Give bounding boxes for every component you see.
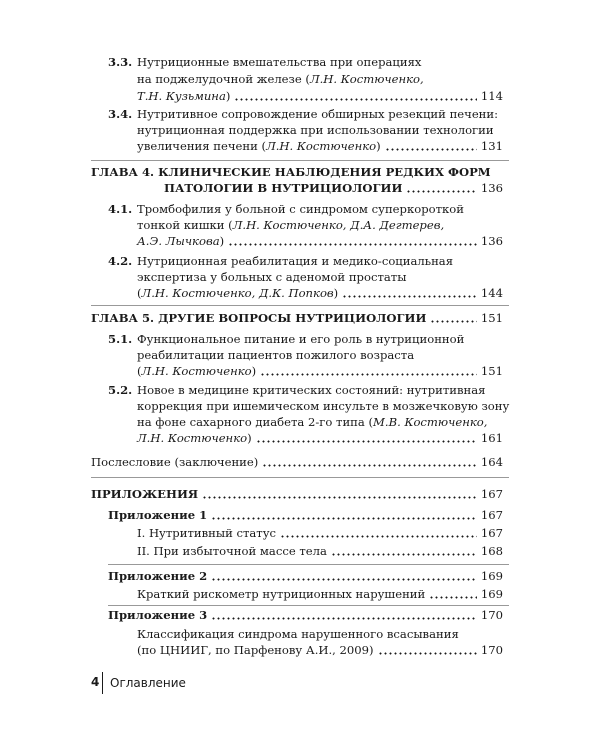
page-number: 164 (480, 455, 503, 469)
entry-title-line: Нутритивное сопровождение обширных резекций печени: (137, 107, 499, 121)
dot-leader (378, 652, 477, 655)
entry-title-line: нутриционная поддержка при использовании технологии (137, 123, 494, 137)
page-number: 169 (480, 569, 503, 583)
toc-appendix-3[interactable]: Приложение 3 170 (108, 608, 503, 622)
entry-number: 4.2. (108, 254, 133, 268)
entry-title-line: Функциональное питание и его роль в нутриционной (137, 332, 465, 346)
page-number: 151 (480, 364, 503, 378)
toc-entry-5-1[interactable]: (Л.Н. Костюченко) 151 (137, 364, 503, 378)
footer-divider (102, 672, 103, 694)
entry-title-line: экспертиза у больных с аденомой простаты (137, 270, 407, 284)
entry-title-line: Новое в медицине критических состояний: нутритивная (137, 383, 486, 397)
entry-number: 3.3. (108, 55, 133, 69)
toc-chapter-5[interactable]: ГЛАВА 5. ДРУГИЕ ВОПРОСЫ НУТРИЦИОЛОГИИ 151 (91, 311, 503, 325)
page-number: 151 (480, 311, 503, 325)
entry-title-line: на фоне сахарного диабета 2-го типа (М.В. Костюченко, (137, 415, 488, 429)
page-number: 168 (480, 544, 503, 558)
page-number: 167 (480, 487, 503, 501)
divider (91, 160, 509, 161)
dot-leader (234, 98, 476, 101)
toc-appendix-1[interactable]: Приложение 1 167 (108, 508, 503, 522)
divider (108, 564, 509, 565)
dot-leader (430, 320, 476, 323)
toc-entry-5-2[interactable]: Л.Н. Костюченко) 161 (137, 431, 503, 445)
divider (91, 477, 509, 478)
dot-leader (331, 553, 477, 556)
toc-entry-4-2[interactable]: (Л.Н. Костюченко, Д.К. Попков) 144 (137, 286, 503, 300)
footer-page-number: 4 (91, 675, 100, 689)
entry-title-line: реабилитации пациентов пожилого возраста (137, 348, 415, 362)
dot-leader (202, 496, 477, 499)
entry-title-line: коррекция при ишемическом инсульте в мозжечковую зону (137, 399, 510, 413)
toc-appendix-2[interactable]: Приложение 2 169 (108, 569, 503, 583)
dot-leader (406, 190, 476, 193)
dot-leader (260, 373, 477, 376)
footer-section-label: Оглавление (110, 676, 186, 690)
page-number: 131 (480, 139, 503, 153)
dot-leader (280, 535, 477, 538)
dot-leader (429, 596, 477, 599)
dot-leader (228, 243, 477, 246)
entry-title-line: Нутриционная реабилитация и медико-социальная (137, 254, 454, 268)
divider (91, 305, 509, 306)
dot-leader (211, 578, 477, 581)
page-number: 167 (480, 526, 503, 540)
divider (108, 605, 509, 606)
toc-entry-3-3[interactable]: Т.Н. Кузьмина) 114 (137, 89, 503, 103)
page-number: 170 (480, 608, 503, 622)
page-number: 144 (480, 286, 503, 300)
page-number: 136 (480, 234, 503, 248)
page-number: 170 (480, 643, 503, 657)
toc-chapter-4[interactable]: ПАТОЛОГИИ В НУТРИЦИОЛОГИИ 136 (164, 181, 503, 195)
toc-afterword[interactable]: Послесловие (заключение) 164 (91, 455, 503, 469)
entry-number: 5.2. (108, 383, 133, 397)
entry-number: 4.1. (108, 202, 133, 216)
dot-leader (256, 440, 477, 443)
page-number: 114 (480, 89, 503, 103)
page-number: 136 (480, 181, 503, 195)
dot-leader (385, 148, 477, 151)
entry-number: 5.1. (108, 332, 133, 346)
entry-number: 3.4. (108, 107, 133, 121)
chapter-title-line: ГЛАВА 4. КЛИНИЧЕСКИЕ НАБЛЮДЕНИЯ РЕДКИХ ФОРМ (91, 165, 491, 179)
page-number: 167 (480, 508, 503, 522)
entry-title-line: тонкой кишки (Л.Н. Костюченко, Д.А. Дегтерев, (137, 218, 445, 232)
page-number: 169 (480, 587, 503, 601)
entry-title-line: Нутриционные вмешательства при операциях (137, 55, 422, 69)
dot-leader (262, 464, 477, 467)
dot-leader (211, 517, 477, 520)
dot-leader (342, 295, 477, 298)
toc-appendix-1-i[interactable]: I. Нутритивный статус 167 (137, 526, 503, 540)
toc-appendix-1-ii[interactable]: II. При избыточной массе тела 168 (137, 544, 503, 558)
entry-title-line: Классификация синдрома нарушенного всасывания (137, 627, 459, 641)
dot-leader (211, 617, 477, 620)
page-number: 161 (480, 431, 503, 445)
toc-entry-4-1[interactable]: А.Э. Лычкова) 136 (137, 234, 503, 248)
entry-title-line: на поджелудочной железе (Л.Н. Костюченко, (137, 72, 424, 86)
toc-appendix-3-item[interactable]: (по ЦНИИГ, по Парфенову А.И., 2009) 170 (137, 643, 503, 657)
toc-appendices[interactable]: ПРИЛОЖЕНИЯ 167 (91, 487, 503, 501)
toc-entry-3-4[interactable]: увеличения печени (Л.Н. Костюченко) 131 (137, 139, 503, 153)
toc-appendix-2-item[interactable]: Краткий рискометр нутриционных нарушений 169 (137, 587, 503, 601)
entry-title-line: Тромбофилия у больной с синдромом суперкороткой (137, 202, 464, 216)
